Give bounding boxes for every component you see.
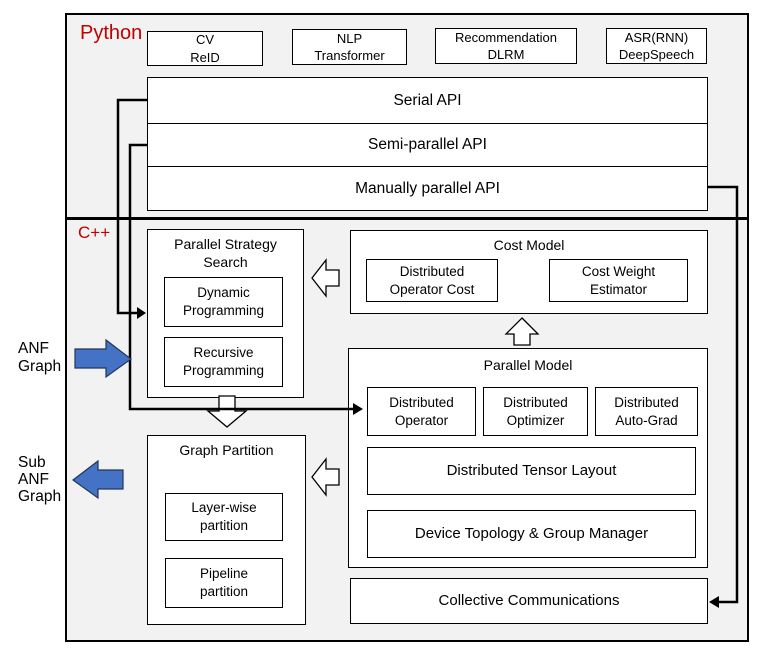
serial-api-bar bbox=[148, 78, 707, 123]
collective-communications-box bbox=[350, 578, 708, 624]
api-stack bbox=[147, 77, 708, 211]
distributed-operator-box bbox=[367, 387, 476, 436]
recursive-programming-box bbox=[164, 337, 283, 387]
anf-graph-label-line: ANF bbox=[18, 340, 49, 357]
graph-partition-title: Graph Partition bbox=[179, 442, 274, 458]
pipeline-partition-box bbox=[165, 558, 283, 608]
manually-parallel-api-label: Manually parallel API bbox=[355, 179, 500, 197]
semi-parallel-api-bar bbox=[148, 123, 707, 166]
app-box-line: NLP bbox=[336, 30, 363, 46]
recursive-programming-label: Recursive Programming bbox=[182, 345, 265, 378]
pipeline-partition-label: Pipeline partition bbox=[199, 566, 249, 599]
app-box-line: Transformer bbox=[314, 48, 385, 63]
cpp-section-label: C++ bbox=[78, 223, 111, 242]
app-box-line: DeepSpeech bbox=[618, 47, 695, 62]
distributed-auto-grad-label: Distributed Auto-Grad bbox=[614, 394, 679, 428]
device-topology-group-manager-box bbox=[367, 510, 696, 558]
distributed-optimizer-box bbox=[483, 387, 588, 436]
layer-wise-partition-box bbox=[165, 493, 283, 541]
app-box-cv-reid bbox=[147, 31, 263, 66]
layer-wise-partition-label: Layer-wise partition bbox=[191, 500, 257, 533]
anf-graph-label bbox=[18, 340, 61, 376]
app-box-line: DLRM bbox=[487, 47, 525, 62]
semi-parallel-api-label: Semi-parallel API bbox=[368, 136, 487, 153]
distributed-tensor-layout-label: Distributed Tensor Layout bbox=[446, 462, 617, 480]
serial-api-label: Serial API bbox=[393, 91, 462, 109]
dynamic-programming-box bbox=[164, 277, 283, 327]
sub-anf-graph-label bbox=[18, 454, 61, 505]
manually-parallel-api-bar bbox=[148, 166, 707, 210]
sub-anf-graph-label-line: Graph bbox=[18, 488, 62, 505]
cost-weight-estimator-box bbox=[549, 259, 688, 302]
sub-anf-graph-label-line: ANF bbox=[18, 471, 49, 488]
app-box-recommendation-dlrm bbox=[435, 28, 577, 64]
cost-weight-estimator-label: Cost Weight Estimator bbox=[581, 263, 656, 297]
parallel-model-title: Parallel Model bbox=[483, 357, 573, 373]
distributed-auto-grad-box bbox=[595, 387, 698, 436]
collective-communications-label: Collective Communications bbox=[438, 592, 620, 610]
distributed-optimizer-label: Distributed Optimizer bbox=[503, 394, 568, 428]
distributed-operator-cost-label: Distributed Operator Cost bbox=[389, 263, 475, 297]
sub-anf-graph-label-line: Sub bbox=[18, 454, 46, 471]
app-box-line: ASR(RNN) bbox=[624, 29, 689, 45]
app-box-asr-deepspeech bbox=[606, 28, 707, 64]
app-box-line: Recommendation bbox=[455, 29, 557, 45]
distributed-tensor-layout-box bbox=[367, 447, 696, 495]
python-section-label: Python bbox=[80, 22, 143, 44]
anf-graph-label-line: Graph bbox=[18, 358, 62, 375]
distributed-operator-cost-box bbox=[366, 259, 498, 302]
parallel-strategy-search-title: Parallel Strategy Search bbox=[174, 236, 277, 270]
distributed-operator-label: Distributed Operator bbox=[389, 394, 454, 428]
app-box-line: ReID bbox=[190, 49, 220, 65]
cost-model-title: Cost Model bbox=[493, 237, 565, 253]
app-box-nlp-transformer bbox=[292, 29, 407, 65]
device-topology-group-manager-label: Device Topology & Group Manager bbox=[414, 525, 649, 543]
app-box-line: CV bbox=[195, 32, 215, 48]
dynamic-programming-label: Dynamic Programming bbox=[182, 285, 265, 318]
